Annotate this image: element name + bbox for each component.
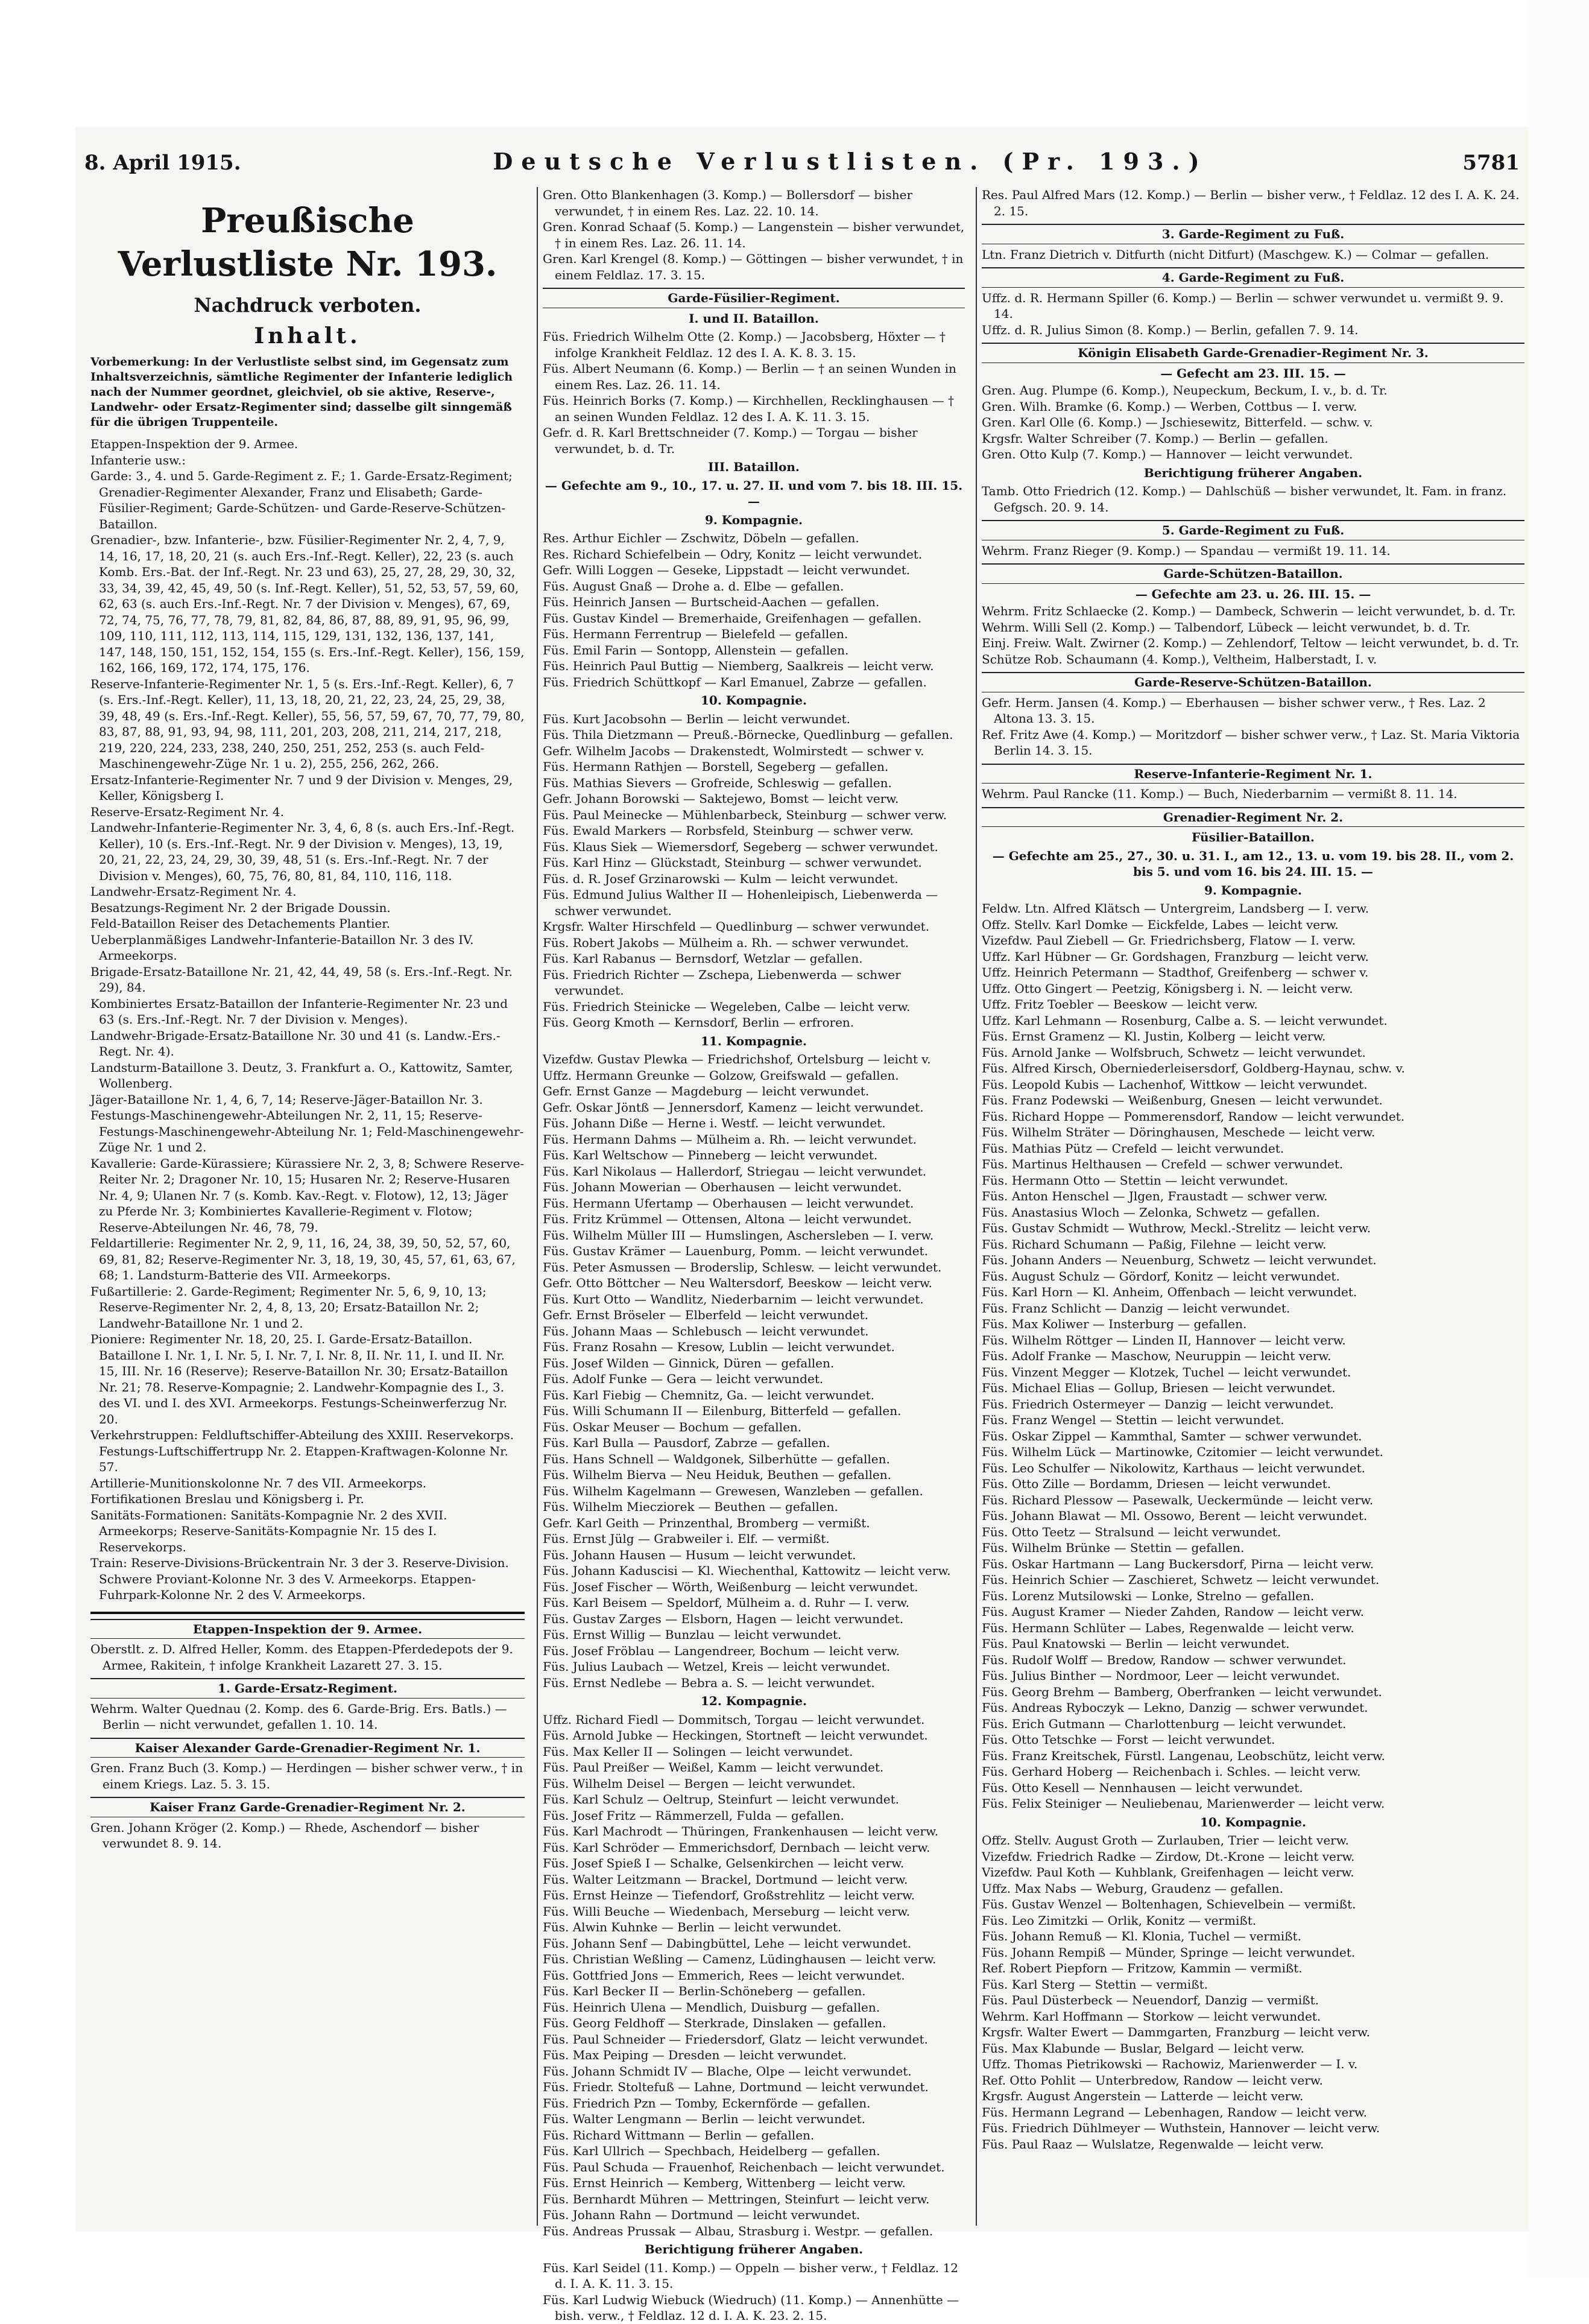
casualty-entry: Füs. Walter Leitzmann — Brackel, Dortmund — leicht verw.	[543, 1872, 908, 1887]
casualty-entry: Füs. Oskar Zippel — Kammthal, Samter — schwer verwundet.	[982, 1428, 1362, 1443]
casualty-entry: Füs. Karl Ullrich — Spechbach, Heidelberg — gefallen.	[543, 2144, 880, 2158]
casualty-entry: Füs. Gustav Zarges — Elsborn, Hagen — leicht verwundet.	[543, 1611, 904, 1626]
contents-item: Pioniere: Regimenter Nr. 18, 20, 25. I. Garde-Ersatz-Bataillon. Bataillone I. Nr. 1, I. Nr. 5, I. Nr. 7, I. Nr. 8, II. Nr. 11, I. und II. Nr. 15, III. Nr. 16 (Reserve); Reserve-Bataillon Nr. 30; Ersatz-Bataillon Nr. 21; 78. Reserve-Kompagnie; 2. Landwehr-Kompagnie des I., 3. des VI. und I. des XVI. Armeekorps. Festungs-Scheinwerferzug Nr. 20.	[90, 1332, 508, 1426]
casualty-entry: Füs. Martinus Helthausen — Crefeld — schwer verwundet.	[982, 1157, 1344, 1171]
casualty-entry: Füs. Julius Binther — Nordmoor, Leer — leicht verwundet.	[982, 1668, 1340, 1683]
casualty-entry: Füs. Thila Dietzmann — Preuß.-Börnecke, Quedlinburg — gefallen.	[543, 727, 953, 742]
casualty-entry: Füs. Wilhelm Brünke — Stettin — gefallen.	[982, 1540, 1245, 1555]
contents-item: Etappen-Inspektion der 9. Armee.	[90, 437, 299, 451]
corrections-heading: Berichtigung früherer Angaben.	[1143, 465, 1363, 480]
battle-dates: — Gefecht am 23. III. 15. —	[1160, 366, 1346, 381]
casualty-entry: Füs. Mathias Pütz — Crefeld — leicht verwundet.	[982, 1141, 1284, 1156]
casualty-entry: Füs. Max Peiping — Dresden — leicht verwundet.	[543, 2048, 847, 2062]
casualty-entry: Füs. Robert Jakobs — Mülheim a. Rh. — schwer verwundet.	[543, 935, 909, 950]
company-heading: 11. Kompagnie.	[701, 1033, 807, 1048]
header-title: Deutsche Verlustlisten. (Pr. 193.)	[493, 148, 1208, 175]
casualty-entry: Füs. Leo Zimitzki — Orlik, Konitz — vermißt.	[982, 1913, 1257, 1928]
contents-item: Infanterie usw.:	[90, 452, 186, 467]
entry-list	[543, 530, 965, 690]
casualty-entry: Wehrm. Fritz Schlaecke (2. Komp.) — Dambeck, Schwerin — leicht verwundet, b. d. Tr.	[982, 604, 1516, 618]
casualty-entry: Füs. Leo Schulfer — Nikolowitz, Karthaus — leicht verwundet.	[982, 1460, 1365, 1475]
casualty-entry: Füs. Anastasius Wloch — Zelonka, Schwetz — gefallen.	[982, 1205, 1320, 1220]
casualty-entry: Füs. Felix Steiniger — Neuliebenau, Marienwerder — leicht verw.	[982, 1796, 1385, 1811]
casualty-entry: Füs. Paul Schneider — Friedersdorf, Glatz — leicht verwundet.	[543, 2031, 928, 2047]
casualty-entry: Einj. Freiw. Walt. Zwirner (2. Komp.) — Zehlendorf, Teltow — leicht verwundet, b. d. Tr.	[982, 636, 1520, 650]
battalion-heading: III. Bataillon.	[708, 460, 800, 474]
casualty-entry: Gefr. Johann Borowski — Saktejewo, Bomst — leicht verw.	[543, 791, 899, 806]
casualty-entry: Oberstlt. z. D. Alfred Heller, Komm. des Etappen-Pferdedepots der 9. Armee, Rakitein, † infolge Krankheit Lazarett 27. 3. 15.	[90, 1642, 513, 1673]
casualty-entry: Feldw. Ltn. Alfred Klätsch — Untergreim, Landsberg — I. verw.	[982, 901, 1369, 916]
casualty-entry: Uffz. Fritz Toebler — Beeskow — leicht verw.	[982, 997, 1258, 1012]
casualty-entry: Füs. Paul Meinecke — Mühlenbarbeck, Steinburg — schwer verw.	[543, 807, 947, 822]
header-page-number: 5781	[1462, 151, 1520, 175]
casualty-entry: Vizefdw. Friedrich Radke — Zirdow, Dt.-Krone — leicht verw.	[982, 1849, 1355, 1864]
casualty-entry: Füs. Karl Schulz — Oeltrup, Steinfurt — leicht verwundet.	[543, 1792, 900, 1806]
casualty-entry: Füs. d. R. Josef Grzinarowski — Kulm — leicht verwundet.	[543, 871, 899, 886]
casualty-entry: Uffz. Hermann Greunke — Golzow, Greifswald — gefallen.	[543, 1068, 899, 1083]
casualty-entry: Füs. Karl Rabanus — Bernsdorf, Wetzlar — gefallen.	[543, 951, 863, 966]
casualty-entry: Füs. Gerhard Hoberg — Reichenbach i. Schles. — leicht verw.	[982, 1764, 1361, 1779]
casualty-entry: Krgsfr. Walter Hirschfeld — Quedlinburg — schwer verwundet.	[543, 919, 930, 934]
page-header	[84, 139, 1520, 175]
casualty-entry: Wehrm. Willi Sell (2. Komp.) — Talbendorf, Lübeck — leicht verwundet, b. d. Tr.	[982, 619, 1471, 635]
casualty-entry: Füs. Klaus Siek — Wiemersdorf, Segeberg — schwer verwundet.	[543, 839, 938, 854]
casualty-entry: Gefr. Wilhelm Jacobs — Drakenstedt, Wolmirstedt — schwer v.	[543, 743, 924, 758]
casualty-entry: Vizefdw. Paul Koth — Kuhblank, Greifenhagen — leicht verw.	[982, 1865, 1354, 1879]
casualty-entry: Füs. Max Koliwer — Insterburg — gefallen.	[982, 1317, 1247, 1331]
casualty-entry: Uffz. Karl Lehmann — Rosenburg, Calbe a. S. — leicht verwundet.	[982, 1013, 1388, 1028]
casualty-entry: Füs. Otto Zille — Bordamm, Driesen — leicht verwundet.	[982, 1477, 1332, 1491]
entry-list	[982, 543, 1524, 559]
casualty-entry: Füs. Josef Fritz — Rämmerzell, Fulda — gefallen.	[543, 1808, 844, 1823]
casualty-entry: Füs. Wilhelm Röttger — Linden II, Hannover — leicht verw.	[982, 1332, 1346, 1347]
casualty-entry: Res. Richard Schiefelbein — Odry, Konitz — leicht verwundet.	[543, 546, 923, 562]
casualty-entry: Füs. Johann Senf — Dabingbüttel, Lehe — leicht verwundet.	[543, 1936, 912, 1951]
casualty-entry: Gren. Otto Kulp (7. Komp.) — Hannover — leicht verwundet.	[982, 447, 1353, 461]
casualty-entry: Füs. Hermann Rathjen — Borstell, Segeberg — gefallen.	[543, 759, 889, 774]
casualty-entry: Füs. Gottfried Jons — Emmerich, Rees — leicht verwundet.	[543, 1968, 905, 1983]
casualty-entry: Füs. Georg Kmoth — Kernsdorf, Berlin — erfroren.	[543, 1015, 855, 1030]
contents-item: Verkehrstruppen: Feldluftschiffer-Abteilung des XXIII. Reservekorps. Festungs-Luftschiffertrupp Nr. 2. Etappen-Kraftwagen-Kolonne Nr. 57.	[90, 1428, 514, 1474]
casualty-entry: Füs. Paul Düsterbeck — Neuendorf, Danzig — vermißt.	[982, 1993, 1319, 2007]
battle-dates: — Gefechte am 9., 10., 17. u. 27. II. und vom 7. bis 18. III. 15. —	[545, 478, 963, 508]
casualty-entry: Füs. Ernst Gramenz — Kl. Justin, Kolberg — leicht verw.	[982, 1029, 1326, 1043]
casualty-entry: Füs. Josef Wilden — Ginnick, Düren — gefallen.	[543, 1355, 835, 1370]
casualty-entry: Füs. Hermann Legrand — Lebenhagen, Randow — leicht verw.	[982, 2104, 1367, 2120]
casualty-entry: Füs. Friedrich Richter — Zschepa, Liebenwerda — schwer verwundet.	[543, 967, 901, 998]
casualty-entry: Füs. Karl Fiebig — Chemnitz, Ga. — leicht verwundet.	[543, 1387, 874, 1402]
casualty-entry: Füs. Wilhelm Kagelmann — Grewesen, Wanzleben — gefallen.	[543, 1483, 923, 1498]
entry-list	[982, 1832, 1524, 2152]
casualty-entry: Füs. Johann Hausen — Husum — leicht verwundet.	[543, 1547, 856, 1562]
casualty-entry: Füs. Mathias Sievers — Grofreide, Schleswig — gefallen.	[543, 775, 892, 790]
casualty-entry: Füs. Alwin Kuhnke — Berlin — leicht verwundet.	[543, 1920, 842, 1934]
contents-item: Landwehr-Brigade-Ersatz-Bataillone Nr. 30 und 41 (s. Landw.-Ers.-Regt. Nr. 4).	[90, 1028, 501, 1059]
casualty-entry: Füs. Karl Ludwig Wiebuck (Wiedruch) (11. Komp.) — Annenhütte — bish. verw., † Feldlaz. 12 d. I. A. K. 23. 2. 15.	[543, 2292, 959, 2323]
casualty-entry: Füs. Fritz Krümmel — Ottensen, Altona — leicht verwundet.	[543, 1212, 912, 1226]
casualty-entry: Füs. Heinrich Paul Buttig — Niemberg, Saalkreis — leicht verw.	[543, 659, 934, 673]
contents-item: Festungs-Maschinengewehr-Abteilungen Nr. 2, 11, 15; Reserve-Festungs-Maschinengewehr-Abteilung Nr. 1; Feld-Maschinengewehr-Züge Nr. 1 und 2.	[90, 1108, 524, 1154]
left-margin	[0, 0, 75, 2278]
casualty-entry: Schütze Rob. Schaumann (4. Komp.), Veltheim, Halberstadt, I. v.	[982, 651, 1377, 666]
unit-heading: 5. Garde-Regiment zu Fuß.	[982, 520, 1524, 540]
casualty-entry: Füs. Karl Seidel (11. Komp.) — Oppeln — bisher verw., † Feldlaz. 12 d. I. A. K. 11. 3. 15.	[543, 2260, 958, 2291]
unit-heading: Garde-Reserve-Schützen-Bataillon.	[982, 672, 1524, 692]
casualty-entry: Füs. Arnold Jubke — Heckingen, Stortneft — leicht verwundet.	[543, 1728, 928, 1743]
entry-list	[982, 901, 1524, 1812]
contents-item: Brigade-Ersatz-Bataillone Nr. 21, 42, 44, 49, 58 (s. Ers.-Inf.-Regt. Nr. 29), 84.	[90, 964, 513, 995]
casualty-entry: Füs. Georg Feldhoff — Sterkrade, Dinslaken — gefallen.	[543, 2016, 886, 2030]
unit-heading: 4. Garde-Regiment zu Fuß.	[982, 267, 1524, 288]
casualty-entry: Füs. Otto Kesell — Nennhausen — leicht verwundet.	[982, 1780, 1303, 1795]
casualty-entry: Füs. Rudolf Wolff — Bredow, Randow — schwer verwundet.	[982, 1652, 1347, 1667]
casualty-entry: Füs. Karl Bulla — Pausdorf, Zabrze — gefallen.	[543, 1436, 830, 1450]
casualty-entry: Füs. Richard Wittmann — Berlin — gefallen.	[543, 2127, 815, 2142]
battalion-heading: Füsilier-Bataillon.	[1192, 830, 1315, 844]
contents-item: Sanitäts-Formationen: Sanitäts-Kompagnie Nr. 2 des XVII. Armeekorps; Reserve-Sanitäts-Kompagnie Nr. 15 des I. Reservekorps.	[90, 1507, 447, 1554]
casualty-entry: Füs. Ewald Markers — Rorbsfeld, Steinburg — schwer verw.	[543, 823, 914, 838]
company-heading: 12. Kompagnie.	[701, 1694, 807, 1708]
casualty-entry: Füs. Heinrich Jansen — Burtscheid-Aachen — gefallen.	[543, 595, 880, 609]
preliminary-note: Vorbemerkung: In der Verlustliste selbst sind, im Gegensatz zum Inhaltsverzeichnis, sämtliche Regimenter der Infanterie lediglich nach der Nummer geordnet, gleichviel, ob sie aktive, Reserve-, Landwehr- oder Ersatz-Regimenter sind; dasselbe gilt sinngemäß für die übrigen Truppenteile.	[90, 355, 513, 429]
casualty-entry: Krgsfr. Walter Ewert — Dammgarten, Franzburg — leicht verw.	[982, 2025, 1370, 2039]
casualty-entry: Gren. Otto Blankenhagen (3. Komp.) — Bollersdorf — bisher verwundet, † in einem Res. Laz. 22. 10. 14.	[543, 188, 913, 218]
casualty-entry: Füs. Adolf Funke — Gera — leicht verwundet.	[543, 1372, 824, 1386]
casualty-entry: Füs. Julius Laubach — Wetzel, Kreis — leicht verwundet.	[543, 1659, 891, 1674]
entry-list	[982, 247, 1524, 263]
casualty-entry: Gefr. Oskar Jöntß — Jennersdorf, Kamenz — leicht verwundet.	[543, 1100, 924, 1115]
casualty-entry: Füs. Kurt Jacobsohn — Berlin — leicht verwundet.	[543, 711, 851, 726]
casualty-entry: Uffz. Heinrich Petermann — Stadthof, Greifenberg — schwer v.	[982, 965, 1369, 980]
company-heading: 9. Kompagnie.	[704, 512, 803, 527]
casualty-entry: Füs. Otto Teetz — Stralsund — leicht verwundet.	[982, 1524, 1281, 1539]
entry-list	[982, 290, 1524, 338]
casualty-entry: Füs. Paul Raaz — Wulslatze, Regenwalde — leicht verw.	[982, 2136, 1324, 2151]
casualty-entry: Füs. Friedrich Dühlmeyer — Wuthstein, Hannover — leicht verw.	[982, 2121, 1380, 2135]
casualty-entry: Vizefdw. Paul Ziebell — Gr. Friedrichsberg, Flatow — I. verw.	[982, 933, 1356, 948]
contents-item: Reserve-Ersatz-Regiment Nr. 4.	[90, 804, 284, 819]
casualty-entry: Füs. Max Keller II — Solingen — leicht verwundet.	[543, 1744, 853, 1759]
casualty-entry: Gefr. Karl Geith — Prinzenthal, Bromberg — vermißt.	[543, 1515, 870, 1530]
casualty-entry: Füs. Franz Kreitschek, Fürstl. Langenau, Leobschütz, leicht verw.	[982, 1748, 1385, 1763]
casualty-entry: Füs. Johann Remuß — Kl. Klonia, Tuchel — vermißt.	[982, 1929, 1301, 1943]
contents-item: Jäger-Bataillone Nr. 1, 4, 6, 7, 14; Reserve-Jäger-Bataillon Nr. 3.	[90, 1092, 483, 1107]
casualty-entry: Gren. Wilh. Bramke (6. Komp.) — Werben, Cottbus — I. verw.	[982, 399, 1357, 414]
contents-item: Feldartillerie: Regimenter Nr. 2, 9, 11, 16, 24, 38, 39, 50, 52, 57, 60, 69, 81, 82; Reserve-Regimenter Nr. 3, 18, 19, 30, 45, 57, 61, 63, 67, 68; 1. Landsturm-Batterie des VII. Armeekorps.	[90, 1236, 516, 1282]
casualty-entry: Füs. Lorenz Mutsilowski — Lonke, Strelno — gefallen.	[982, 1588, 1315, 1603]
casualty-entry: Ref. Otto Pohlit — Unterbredow, Randow — leicht verw.	[982, 2072, 1323, 2088]
contents-item: Landwehr-Ersatz-Regiment Nr. 4.	[90, 884, 297, 899]
casualty-entry: Füs. Adolf Franke — Maschow, Neuruppin — leicht verw.	[982, 1349, 1332, 1363]
casualty-entry: Füs. August Schulz — Gördorf, Konitz — leicht verwundet.	[982, 1268, 1340, 1284]
casualty-entry: Res. Arthur Eichler — Zschwitz, Döbeln — gefallen.	[543, 531, 859, 545]
casualty-entry: Füs. Wilhelm Bierva — Neu Heiduk, Beuthen — gefallen.	[543, 1468, 891, 1482]
casualty-entry: Füs. Heinrich Ulena — Mendlich, Duisburg — gefallen.	[543, 1999, 880, 2015]
casualty-entry: Uffz. Otto Gingert — Peetzig, Königsberg i. N. — leicht verw.	[982, 981, 1353, 996]
unit-heading: Königin Elisabeth Garde-Grenadier-Regiment Nr. 3.	[982, 343, 1524, 363]
casualty-entry: Füs. Johann Anders — Neuenburg, Schwetz — leicht verwundet.	[982, 1253, 1377, 1267]
casualty-entry: Ltn. Franz Dietrich v. Ditfurth (nicht Ditfurt) (Maschgew. K.) — Colmar — gefallen.	[982, 247, 1489, 262]
casualty-entry: Ref. Fritz Awe (4. Komp.) — Moritzdorf — bisher schwer verw., † Laz. St. Maria Viktoria Berlin 14. 3. 15.	[982, 727, 1520, 758]
casualty-entry: Füs. Friedrich Steinicke — Wegeleben, Calbe — leicht verw.	[543, 999, 911, 1014]
casualty-entry: Füs. Ernst Nedlebe — Bebra a. S. — leicht verwundet.	[543, 1675, 875, 1690]
entry-list	[543, 1051, 965, 1691]
casualty-entry: Füs. Karl Sterg — Stettin — vermißt.	[982, 1977, 1208, 1992]
casualty-entry: Füs. Leopold Kubis — Lachenhof, Wittkow — leicht verwundet.	[982, 1077, 1368, 1092]
casualty-entry: Füs. Richard Hoppe — Pommerensdorf, Randow — leicht verwundet.	[982, 1109, 1405, 1124]
casualty-entry: Füs. Paul Preißer — Weißel, Kamm — leicht verwundet.	[543, 1760, 884, 1775]
battle-dates: — Gefechte am 25., 27., 30. u. 31. I., am 12., 13. u. vom 19. bis 28. II., vom 2. bis 5. und vom 16. bis 24. III. 15. —	[992, 848, 1514, 879]
corrections-heading: Berichtigung früherer Angaben.	[644, 2242, 864, 2256]
column-3	[976, 187, 1524, 2226]
unit-heading: Kaiser Alexander Garde-Grenadier-Regiment Nr. 1.	[90, 1738, 525, 1758]
casualty-entry: Gefr. Ernst Bröseler — Elberfeld — leicht verwundet.	[543, 1308, 868, 1322]
casualty-entry: Füs. Michael Elias — Gollup, Briesen — leicht verwundet.	[982, 1381, 1336, 1395]
casualty-entry: Füs. Karl Schröder — Emmerichsdorf, Dernbach — leicht verw.	[543, 1840, 930, 1855]
casualty-entry: Gren. Konrad Schaaf (5. Komp.) — Langenstein — bisher verwundet, † in einem Res. Laz. 26. 11. 14.	[543, 220, 965, 250]
casualty-entry: Wehrm. Walter Quednau (2. Komp. des 6. Garde-Brig. Ers. Batls.) — Berlin — nicht verwundet, gefallen 1. 10. 14.	[90, 1701, 507, 1732]
casualty-entry: Füs. Gustav Schmidt — Wuthrow, Meckl.-Strelitz — leicht verw.	[982, 1221, 1371, 1235]
unit-heading: Reserve-Infanterie-Regiment Nr. 1.	[982, 764, 1524, 784]
casualty-entry: Füs. Hans Schnell — Waldgonek, Silberhütte — gefallen.	[543, 1451, 890, 1466]
divider	[90, 1612, 525, 1614]
casualty-entry: Füs. Christian Weßling — Camenz, Lüdinghausen — leicht verw.	[543, 1952, 937, 1966]
casualty-entry: Gren. Karl Krengel (8. Komp.) — Göttingen — bisher verwundet, † in einem Feldlaz. 17. 3. 15.	[543, 252, 964, 282]
casualty-entry: Füs. Wilhelm Miecziorek — Beuthen — gefallen.	[543, 1499, 838, 1514]
casualty-entry: Füs. Heinrich Borks (7. Komp.) — Kirchhellen, Recklinghausen — † an seinen Wunden Feldlaz. 12 des I. A. K. 11. 3. 15.	[543, 393, 955, 424]
casualty-entry: Vizefdw. Gustav Plewka — Friedrichshof, Ortelsburg — leicht v.	[543, 1052, 931, 1066]
casualty-entry: Füs. Andreas Ryboczyk — Lekno, Danzig — schwer verwundet.	[982, 1700, 1368, 1715]
casualty-entry: Füs. Wilhelm Müller III — Humslingen, Aschersleben — I. verw.	[543, 1227, 934, 1243]
entry-list	[543, 2260, 965, 2324]
entry-list	[543, 329, 965, 457]
casualty-entry: Füs. Franz Podewski — Weißenburg, Gnesen — leicht verwundet.	[982, 1093, 1383, 1107]
casualty-entry: Uffz. Richard Fiedl — Dommitsch, Torgau — leicht verwundet.	[543, 1712, 925, 1727]
contents-item: Garde: 3., 4. und 5. Garde-Regiment z. F.; 1. Garde-Ersatz-Regiment; Grenadier-Regimenter Alexander, Franz und Elisabeth; Garde-Füsilier-Regiment; Garde-Schützen- und Garde-Reserve-Schützen-Bataillon.	[90, 469, 513, 531]
casualty-entry: Füs. Karl Nikolaus — Hallerdorf, Striegau — leicht verwundet.	[543, 1164, 927, 1179]
casualty-entry: Füs. Josef Fröblau — Langendreer, Bochum — leicht verw.	[543, 1643, 900, 1658]
battle-dates: — Gefechte am 23. u. 26. III. 15. —	[1135, 586, 1371, 601]
casualty-entry: Füs. Friedrich Pzn — Tomby, Eckernförde — gefallen.	[543, 2095, 871, 2110]
right-margin	[1529, 0, 1589, 2278]
casualty-entry: Füs. Franz Wengel — Stettin — leicht verwundet.	[982, 1413, 1284, 1427]
casualty-entry: Füs. Johann Maas — Schlebusch — leicht verwundet.	[543, 1323, 869, 1338]
contents-item: Fußartillerie: 2. Garde-Regiment; Regimenter Nr. 5, 6, 9, 10, 13; Reserve-Regimenter Nr. 2, 4, 8, 13, 20; Ersatz-Bataillon Nr. 2; Landwehr-Bataillone Nr. 1 und 2.	[90, 1284, 487, 1331]
casualty-entry: Füs. Emil Farin — Sontopp, Allenstein — gefallen.	[543, 642, 849, 657]
casualty-entry: Füs. Oskar Hartmann — Lang Buckersdorf, Pirna — leicht verw.	[982, 1556, 1374, 1571]
casualty-entry: Res. Paul Alfred Mars (12. Komp.) — Berlin — bisher verw., † Feldlaz. 12 des I. A. K. 24. 2. 15.	[982, 188, 1520, 218]
casualty-entry: Füs. Willi Beuche — Wiedenbach, Merseburg — leicht verw.	[543, 1904, 911, 1919]
casualty-entry: Füs. Wilhelm Sträter — Döringhausen, Meschede — leicht verw.	[982, 1125, 1376, 1139]
casualty-entry: Füs. Josef Fischer — Wörth, Weißenburg — leicht verwundet.	[543, 1579, 918, 1594]
casualty-entry: Füs. Heinrich Schier — Zaschieret, Schwetz — leicht verwundet.	[982, 1572, 1380, 1587]
company-heading: 9. Kompagnie.	[1204, 882, 1303, 898]
casualty-entry: Ref. Robert Piepforn — Fritzow, Kammin — vermißt.	[982, 1961, 1303, 1975]
unit-heading: Garde-Schützen-Bataillon.	[982, 563, 1524, 584]
unit-heading: Etappen-Inspektion der 9. Armee.	[90, 1619, 525, 1639]
casualty-entry: Gefr. Willi Loggen — Geseke, Lippstadt — leicht verwundet.	[543, 563, 911, 577]
column-2	[537, 187, 965, 2323]
contents-item: Artillerie-Munitionskolonne Nr. 7 des VII. Armeekorps.	[90, 1475, 427, 1490]
casualty-entry: Füs. Karl Machrodt — Thüringen, Frankenhausen — leicht verw.	[543, 1824, 939, 1838]
casualty-entry: Füs. Hermann Dahms — Mülheim a. Rh. — leicht verwundet.	[543, 1132, 917, 1147]
casualty-entry: Füs. Gustav Wenzel — Boltenhagen, Schievelbein — vermißt.	[982, 1897, 1356, 1911]
casualty-entry: Gefr. d. R. Karl Brettschneider (7. Komp.) — Torgau — bisher verwundet, b. d. Tr.	[543, 425, 918, 456]
casualty-entry: Füs. Gustav Kindel — Bremerhaide, Greifenhagen — gefallen.	[543, 610, 922, 625]
unit-heading: Garde-Füsilier-Regiment.	[543, 288, 965, 308]
casualty-entry: Füs. Hermann Schlüter — Labes, Regenwalde — leicht verw.	[982, 1620, 1354, 1635]
casualty-entry: Füs. Ernst Heinze — Tiefendorf, Großstrehlitz — leicht verw.	[543, 1888, 915, 1902]
casualty-entry: Tamb. Otto Friedrich (12. Komp.) — Dahlschüß — bisher verwundet, lt. Fam. in franz. Gefgsch. 20. 9. 14.	[982, 484, 1507, 515]
contents-item: Kavallerie: Garde-Kürassiere; Kürassiere Nr. 2, 3, 8; Schwere Reserve-Reiter Nr. 2; Dragoner Nr. 10, 15; Husaren Nr. 2; Reserve-Husaren Nr. 4, 9; Ulanen Nr. 7 (s. Komb. Kav.-Regt. v. Flotow), 12, 13; Jäger zu Pferde Nr. 3; Kombiniertes Kavallerie-Regiment v. Flotow; Reserve-Abteilungen Nr. 46, 78, 79.	[90, 1156, 525, 1235]
casualty-entry: Füs. Peter Asmussen — Broderslip, Schlesw. — leicht verwundet.	[543, 1259, 942, 1274]
casualty-entry: Füs. Johann Diße — Herne i. Westf. — leicht verwundet.	[543, 1116, 886, 1130]
entry-list	[543, 1712, 965, 2240]
casualty-entry: Füs. Anton Henschel — Jlgen, Fraustadt — schwer verw.	[982, 1189, 1328, 1203]
casualty-entry: Füs. Friedrich Schüttkopf — Karl Emanuel, Zabrze — gefallen.	[543, 674, 927, 689]
casualty-entry: Füs. Hermann Otto — Stettin — leicht verwundet.	[982, 1173, 1289, 1188]
casualty-entry: Füs. Kurt Otto — Wandlitz, Niederbarnim — leicht verwundet.	[543, 1291, 924, 1306]
casualty-entry: Gefr. Otto Böttcher — Neu Waltersdorf, Beeskow — leicht verw.	[543, 1276, 932, 1290]
casualty-entry: Uffz. d. R. Hermann Spiller (6. Komp.) — Berlin — schwer verwundet u. vermißt 9. 9. 14.	[982, 290, 1504, 321]
reprint-notice: Nachdruck verboten.	[194, 294, 422, 317]
casualty-entry: Füs. Johann Blawat — Ml. Ossowo, Berent — leicht verwundet.	[982, 1509, 1368, 1523]
contents-item: Train: Reserve-Divisions-Brückentrain Nr. 3 der 3. Reserve-Division. Schwere Proviant-Kolonne Nr. 3 des V. Armeekorps. Etappen-Fuhrpark-Kolonne Nr. 2 des V. Armeekorps.	[90, 1556, 509, 1602]
casualty-entry: Füs. Johann Rahn — Dortmund — leicht verwundet.	[543, 2208, 861, 2222]
unit-heading: Grenadier-Regiment Nr. 2.	[982, 807, 1524, 828]
casualty-entry: Gefr. Herm. Jansen (4. Komp.) — Eberhausen — bisher schwer verw., † Res. Laz. 2 Altona 13. 3. 15.	[982, 695, 1486, 726]
casualty-entry: Füs. Max Klabunde — Buslar, Belgard — leicht verw.	[982, 2041, 1304, 2056]
casualty-entry: Füs. Josef Spieß I — Schalke, Gelsenkirchen — leicht verw.	[543, 1856, 905, 1870]
contents-item: Landsturm-Bataillone 3. Deutz, 3. Frankfurt a. O., Kattowitz, Samter, Wollenberg.	[90, 1060, 513, 1091]
main-title: Preußische Verlustliste Nr. 193.	[118, 201, 498, 284]
entry-list	[982, 786, 1524, 802]
entry-list	[982, 483, 1524, 515]
casualty-entry: Füs. Wilhelm Lück — Martinowke, Czitomier — leicht verwundet.	[982, 1445, 1383, 1459]
casualty-entry: Füs. Johann Schmidt IV — Blache, Olpe — leicht verwundet.	[543, 2063, 912, 2079]
casualty-entry: Füs. Paul Knatowski — Berlin — leicht verwundet.	[982, 1636, 1290, 1651]
casualty-entry: Füs. Karl Horn — Kl. Anheim, Offenbach — leicht verwundet.	[982, 1285, 1357, 1299]
entry-list	[982, 603, 1524, 667]
entry-list	[543, 187, 965, 283]
casualty-entry: Füs. Johann Kaduscisi — Kl. Wiechenthal, Kattowitz — leicht verw.	[543, 1563, 951, 1578]
battalion-heading: I. und II. Bataillon.	[689, 311, 819, 326]
casualty-entry: Offz. Stellv. August Groth — Zurlauben, Trier — leicht verw.	[982, 1833, 1349, 1847]
casualty-sections	[90, 1619, 525, 1852]
casualty-entry: Füs. Richard Schumann — Paßig, Filehne — leicht verw.	[982, 1236, 1327, 1252]
casualty-entry: Füs. Vinzent Megger — Klotzek, Tuchel — leicht verwundet.	[982, 1364, 1351, 1379]
casualty-entry: Füs. Johann Rempiß — Münder, Springe — leicht verwundet.	[982, 1945, 1356, 1960]
casualty-entry: Uffz. Thomas Pietrikowski — Rachowiz, Marienwerder — I. v.	[982, 2057, 1358, 2071]
casualty-entry: Füs. Hermann Ufertamp — Oberhausen — leicht verwundet.	[543, 1195, 914, 1211]
contents-item: Feld-Bataillon Reiser des Detachements Plantier.	[90, 916, 390, 931]
casualty-entry: Füs. Franz Rosahn — Kresow, Lublin — leicht verwundet.	[543, 1340, 895, 1354]
casualty-entry: Uffz. d. R. Julius Simon (8. Komp.) — Berlin, gefallen 7. 9. 14.	[982, 322, 1359, 337]
casualty-entry: Füs. August Kramer — Nieder Zahden, Randow — leicht verw.	[982, 1604, 1365, 1619]
casualty-entry: Füs. Franz Schlicht — Danzig — leicht verwundet.	[982, 1300, 1290, 1316]
casualty-entry: Füs. Paul Schuda — Frauenhof, Reichenbach — leicht verwundet.	[543, 2159, 945, 2174]
casualty-entry: Füs. Ernst Willig — Bunzlau — leicht verwundet.	[543, 1627, 842, 1642]
entry-list	[982, 187, 1524, 219]
unit-heading: Kaiser Franz Garde-Grenadier-Regiment Nr. 2.	[90, 1797, 525, 1817]
casualty-entry: Offz. Stellv. Karl Domke — Eickfelde, Labes — leicht verw.	[982, 917, 1339, 932]
casualty-entry: Füs. Walter Lengmann — Berlin — leicht verwundet.	[543, 2112, 866, 2126]
casualty-entry: Füs. Friedrich Ostermeyer — Danzig — leicht verwundet.	[982, 1396, 1334, 1411]
casualty-entry: Füs. Richard Plessow — Pasewalk, Ueckermünde — leicht verw.	[982, 1492, 1374, 1507]
contents-item: Grenadier-, bzw. Infanterie-, bzw. Füsilier-Regimenter Nr. 2, 4, 7, 9, 14, 16, 17, 18, 20, 21 (s. auch Ers.-Inf.-Regt. Keller), 22, 23 (s. auch Komb. Ers.-Bat. der Inf.-Regt. Nr. 23 und 63), 25, 27, 28, 29, 30, 32, 33, 34, 39, 42, 45, 49, 50 (s. Inf.-Regt. Keller), 51, 52, 53, 57, 59, 60, 62, 63 (s. auch Ers.-Inf.-Regt. Nr. 7 der Division v. Menges), 67, 69, 72, 74, 75, 76, 77, 78, 79, 81, 82, 84, 86, 87, 88, 89, 91, 95, 96, 99, 109, 110, 111, 112, 113, 114, 115, 129, 131, 132, 136, 137, 141, 147, 148, 150, 151, 152, 154, 155 (s. Ers.-Inf.-Regt. Keller), 156, 159, 162, 166, 169, 172, 174, 175, 176.	[90, 533, 525, 675]
column-1	[90, 187, 525, 2226]
casualty-entry: Gren. Karl Olle (6. Komp.) — Jschiesewitz, Bitterfeld. — schw. v.	[982, 415, 1373, 429]
casualty-entry: Füs. Ernst Heinrich — Kemberg, Wittenberg — leicht verw.	[543, 2176, 906, 2190]
casualty-entry: Wehrm. Paul Rancke (11. Komp.) — Buch, Niederbarnim — vermißt 8. 11. 14.	[982, 787, 1458, 801]
company-heading: 10. Kompagnie.	[701, 693, 807, 708]
casualty-entry: Füs. Georg Brehm — Bamberg, Oberfranken — leicht verwundet.	[982, 1684, 1382, 1699]
casualty-entry: Krgsfr. Walter Schreiber (7. Komp.) — Berlin — gefallen.	[982, 431, 1328, 446]
casualty-entry: Füs. Johann Mowerian — Oberhausen — leicht verwundet.	[543, 1180, 902, 1194]
casualty-entry: Krgsfr. August Angerstein — Latterde — leicht verw.	[982, 2089, 1304, 2103]
company-heading: 10. Kompagnie.	[1200, 1814, 1306, 1829]
casualty-entry: Füs. Karl Hinz — Glückstadt, Steinburg — schwer verwundet.	[543, 855, 922, 870]
contents-heading: Inhalt.	[254, 323, 361, 349]
header-date: 8. April 1915.	[84, 151, 241, 175]
contents-item: Besatzungs-Regiment Nr. 2 der Brigade Doussin.	[90, 900, 391, 915]
casualty-entry: Gren. Aug. Plumpe (6. Komp.), Neupeckum, Beckum, I. v., b. d. Tr.	[982, 383, 1388, 397]
casualty-entry: Füs. Edmund Julius Walther II — Hohenleipisch, Liebenwerda — schwer verwundet.	[543, 887, 938, 918]
casualty-entry: Füs. Erich Gutmann — Charlottenburg — leicht verwundet.	[982, 1716, 1347, 1731]
casualty-entry: Uffz. Karl Hübner — Gr. Gordshagen, Franzburg — leicht verw.	[982, 949, 1369, 964]
contents-item: Fortifikationen Breslau und Königsberg i. Pr.	[90, 1492, 364, 1506]
casualty-entry: Füs. Albert Neumann (6. Komp.) — Berlin — † an seinen Wunden in einem Res. Laz. 26. 11. 14.	[543, 361, 956, 392]
casualty-entry: Füs. Karl Beisem — Speldorf, Mülheim a. d. Ruhr — I. verw.	[543, 1595, 910, 1610]
casualty-entry: Gren. Johann Kröger (2. Komp.) — Rhede, Aschendorf — bisher verwundet 8. 9. 14.	[90, 1820, 479, 1851]
casualty-entry: Uffz. Max Nabs — Weburg, Graudenz — gefallen.	[982, 1881, 1284, 1896]
casualty-entry: Füs. Hermann Ferrentrup — Bielefeld — gefallen.	[543, 627, 848, 641]
casualty-entry: Füs. Alfred Kirsch, Oberniederleisersdorf, Goldberg-Haynau, schw. v.	[982, 1061, 1405, 1075]
casualty-entry: Füs. Friedr. Stoltefuß — Lahne, Dortmund — leicht verwundet.	[543, 2080, 929, 2094]
casualty-entry: Füs. Willi Schumann II — Eilenburg, Bitterfeld — gefallen.	[543, 1404, 902, 1418]
contents-list	[90, 436, 525, 1603]
casualty-entry: Füs. Andreas Prussak — Albau, Strasburg i. Westpr. — gefallen.	[543, 2223, 933, 2238]
unit-heading: 1. Garde-Ersatz-Regiment.	[90, 1678, 525, 1699]
casualty-entry: Füs. Karl Becker II — Berlin-Schöneberg — gefallen.	[543, 1984, 866, 1998]
entry-list	[543, 711, 965, 1031]
casualty-entry: Wehrm. Karl Hoffmann — Storkow — leicht verwundet.	[982, 2009, 1321, 2024]
contents-item: Ersatz-Infanterie-Regimenter Nr. 7 und 9 der Division v. Menges, 29, Keller, Königsberg I.	[90, 772, 513, 803]
casualty-entry: Füs. Oskar Meuser — Bochum — gefallen.	[543, 1419, 802, 1434]
casualty-entry: Gren. Franz Buch (3. Komp.) — Herdingen — bisher schwer verw., † in einem Kriegs. Laz. 5. 3. 15.	[90, 1761, 523, 1791]
casualty-entry: Füs. Friedrich Wilhelm Otte (2. Komp.) — Jacobsberg, Höxter — † infolge Krankheit Feldlaz. 12 des I. A. K. 8. 3. 15.	[543, 329, 946, 360]
casualty-entry: Füs. Karl Weltschow — Pinneberg — leicht verwundet.	[543, 1148, 878, 1162]
casualty-entry: Füs. Gustav Krämer — Lauenburg, Pomm. — leicht verwundet.	[543, 1244, 928, 1258]
contents-item: Ueberplanmäßiges Landwehr-Infanterie-Bataillon Nr. 3 des IV. Armeekorps.	[90, 932, 474, 963]
casualty-entry: Füs. Ernst Jülg — Grabweiler i. Elf. — vermißt.	[543, 1531, 830, 1546]
casualty-entry: Füs. Arnold Janke — Wolfsbruch, Schwetz — leicht verwundet.	[982, 1045, 1366, 1060]
casualty-entry: Gefr. Ernst Ganze — Magdeburg — leicht verwundet.	[543, 1084, 870, 1098]
casualty-entry: Wehrm. Franz Rieger (9. Komp.) — Spandau — vermißt 19. 11. 14.	[982, 543, 1391, 558]
contents-item: Landwehr-Infanterie-Regimenter Nr. 3, 4, 6, 8 (s. auch Ers.-Inf.-Regt. Keller), 10 (s. Ers.-Inf.-Regt. Nr. 9 der Division v. Menges), 13, 19, 20, 21, 22, 23, 24, 29, 30, 39, 48, 51 (s. Ers.-Inf.-Regt. Nr. 7 der Division v. Menges), 60, 75, 76, 80, 81, 84, 110, 116, 118.	[90, 820, 515, 883]
contents-item: Kombiniertes Ersatz-Bataillon der Infanterie-Regimenter Nr. 23 und 63 (s. Ers.-Inf.-Regt. Nr. 7 der Division v. Menges).	[90, 996, 508, 1027]
casualty-entry: Füs. Wilhelm Deisel — Bergen — leicht verwundet.	[543, 1776, 856, 1791]
casualty-entry: Füs. August Gnaß — Drohe a. d. Elbe — gefallen.	[543, 578, 844, 594]
entry-list	[982, 695, 1524, 759]
casualty-entry: Füs. Otto Tetschke — Forst — leicht verwundet.	[982, 1732, 1275, 1747]
contents-item: Reserve-Infanterie-Regimenter Nr. 1, 5 (s. Ers.-Inf.-Regt. Keller), 6, 7 (s. Ers.-Inf.-Regt. Keller), 11, 13, 18, 20, 21, 22, 23, 24, 25, 29, 38, 39, 48, 49 (s. Ers.-Inf.-Regt. Keller), 55, 56, 57, 59, 67, 70, 77, 79, 80, 83, 87, 88, 91, 93, 94, 98, 111, 201, 203, 208, 211, 214, 217, 218, 219, 220, 224, 233, 238, 240, 250, 251, 252, 253 (s. auch Feld-Maschinengewehr-Züge Nr. 1 u. 2), 255, 256, 262, 266.	[90, 676, 525, 771]
entry-list	[982, 382, 1524, 463]
casualty-entry: Füs. Bernhardt Mühren — Mettringen, Steinfurt — leicht verw.	[543, 2191, 930, 2206]
unit-heading: 3. Garde-Regiment zu Fuß.	[982, 224, 1524, 244]
